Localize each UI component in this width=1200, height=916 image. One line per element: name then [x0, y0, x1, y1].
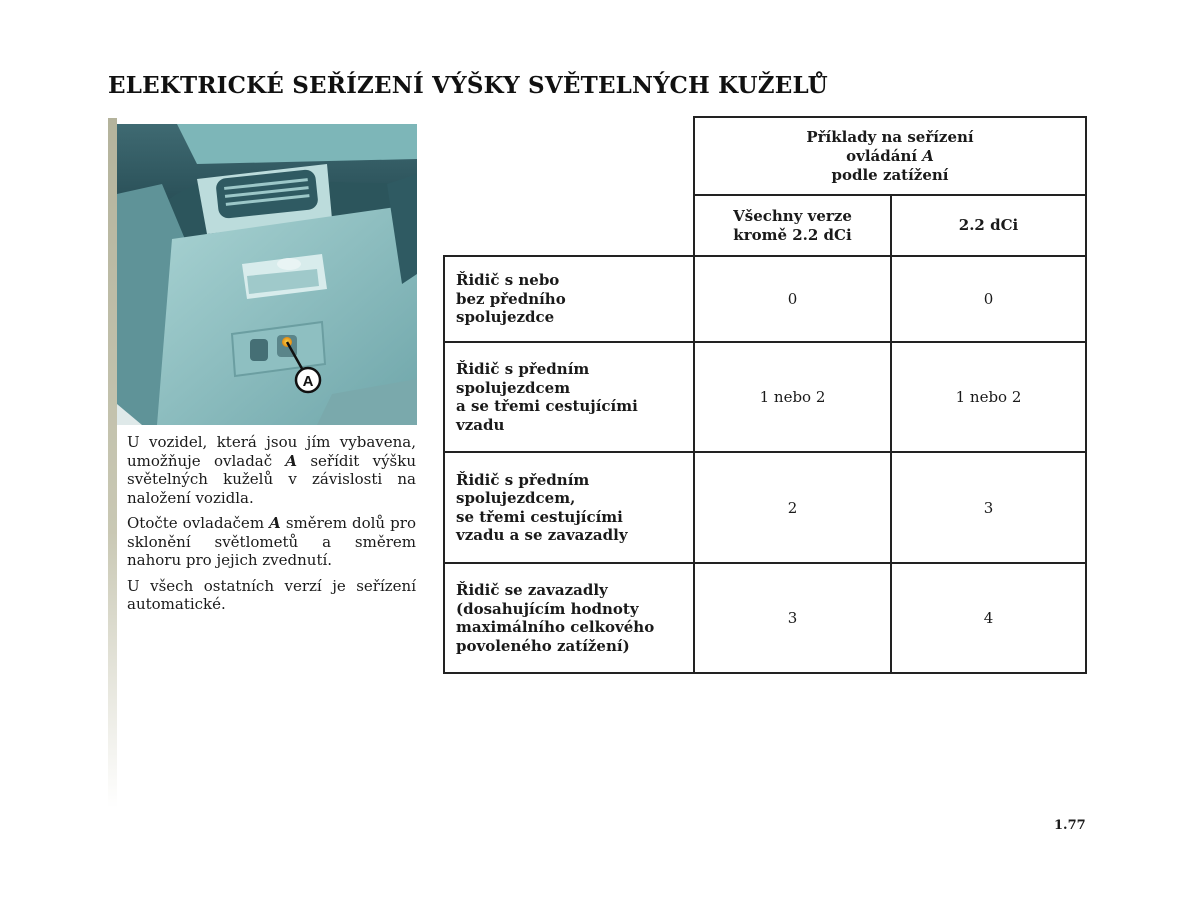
row-label: Řidič s předním spolujezdcem, se třemi cestujícími vzadu a se zavazadly — [444, 452, 694, 563]
paragraph-2: Otočte ovladačem A směrem dolů pro sklonění světlometů a směrem nahoru pro jejich zvednutí. — [127, 514, 416, 569]
adjustment-table — [443, 116, 1087, 674]
cell-value: 0 — [891, 256, 1086, 342]
table-main-header: Příklady na seřízení ovládání A podle zatížení — [694, 117, 1086, 195]
cell-value: 3 — [891, 452, 1086, 563]
table-row — [444, 342, 1086, 452]
cell-value: 4 — [891, 563, 1086, 673]
cell-value: 3 — [694, 563, 891, 673]
page-title: ELEKTRICKÉ SEŘÍZENÍ VÝŠKY SVĚTELNÝCH KUŽELŮ — [108, 72, 828, 99]
row-label: Řidič s nebo bez předního spolujezdce — [444, 256, 694, 342]
table-row — [444, 452, 1086, 563]
paragraph-1: U vozidel, která jsou jím vybavena, umožňuje ovladač A seřídit výšku světelných kuželů v závislosti na naložení vozidla. — [127, 433, 416, 507]
column-header-all-versions: Všechny verze kromě 2.2 dCi — [694, 195, 891, 256]
paragraph-3: U všech ostatních verzí je seřízení automatické. — [127, 576, 416, 613]
cell-value: 1 nebo 2 — [694, 342, 891, 452]
callout-label-a: A — [302, 373, 314, 390]
cell-value: 1 nebo 2 — [891, 342, 1086, 452]
row-label: Řidič se zavazadly (dosahujícím hodnoty maximálního celkového povoleného zatížení) — [444, 563, 694, 673]
cell-value: 0 — [694, 256, 891, 342]
instructions-text — [127, 433, 416, 621]
margin-bar — [108, 118, 117, 808]
dashboard-photo — [117, 124, 417, 425]
column-header-22dci: 2.2 dCi — [891, 195, 1086, 256]
table-row — [444, 256, 1086, 342]
page-number: 1.77 — [1054, 818, 1086, 833]
table-row — [444, 563, 1086, 673]
row-label: Řidič s předním spolujezdcem a se třemi cestujícími vzadu — [444, 342, 694, 452]
cell-value: 2 — [694, 452, 891, 563]
